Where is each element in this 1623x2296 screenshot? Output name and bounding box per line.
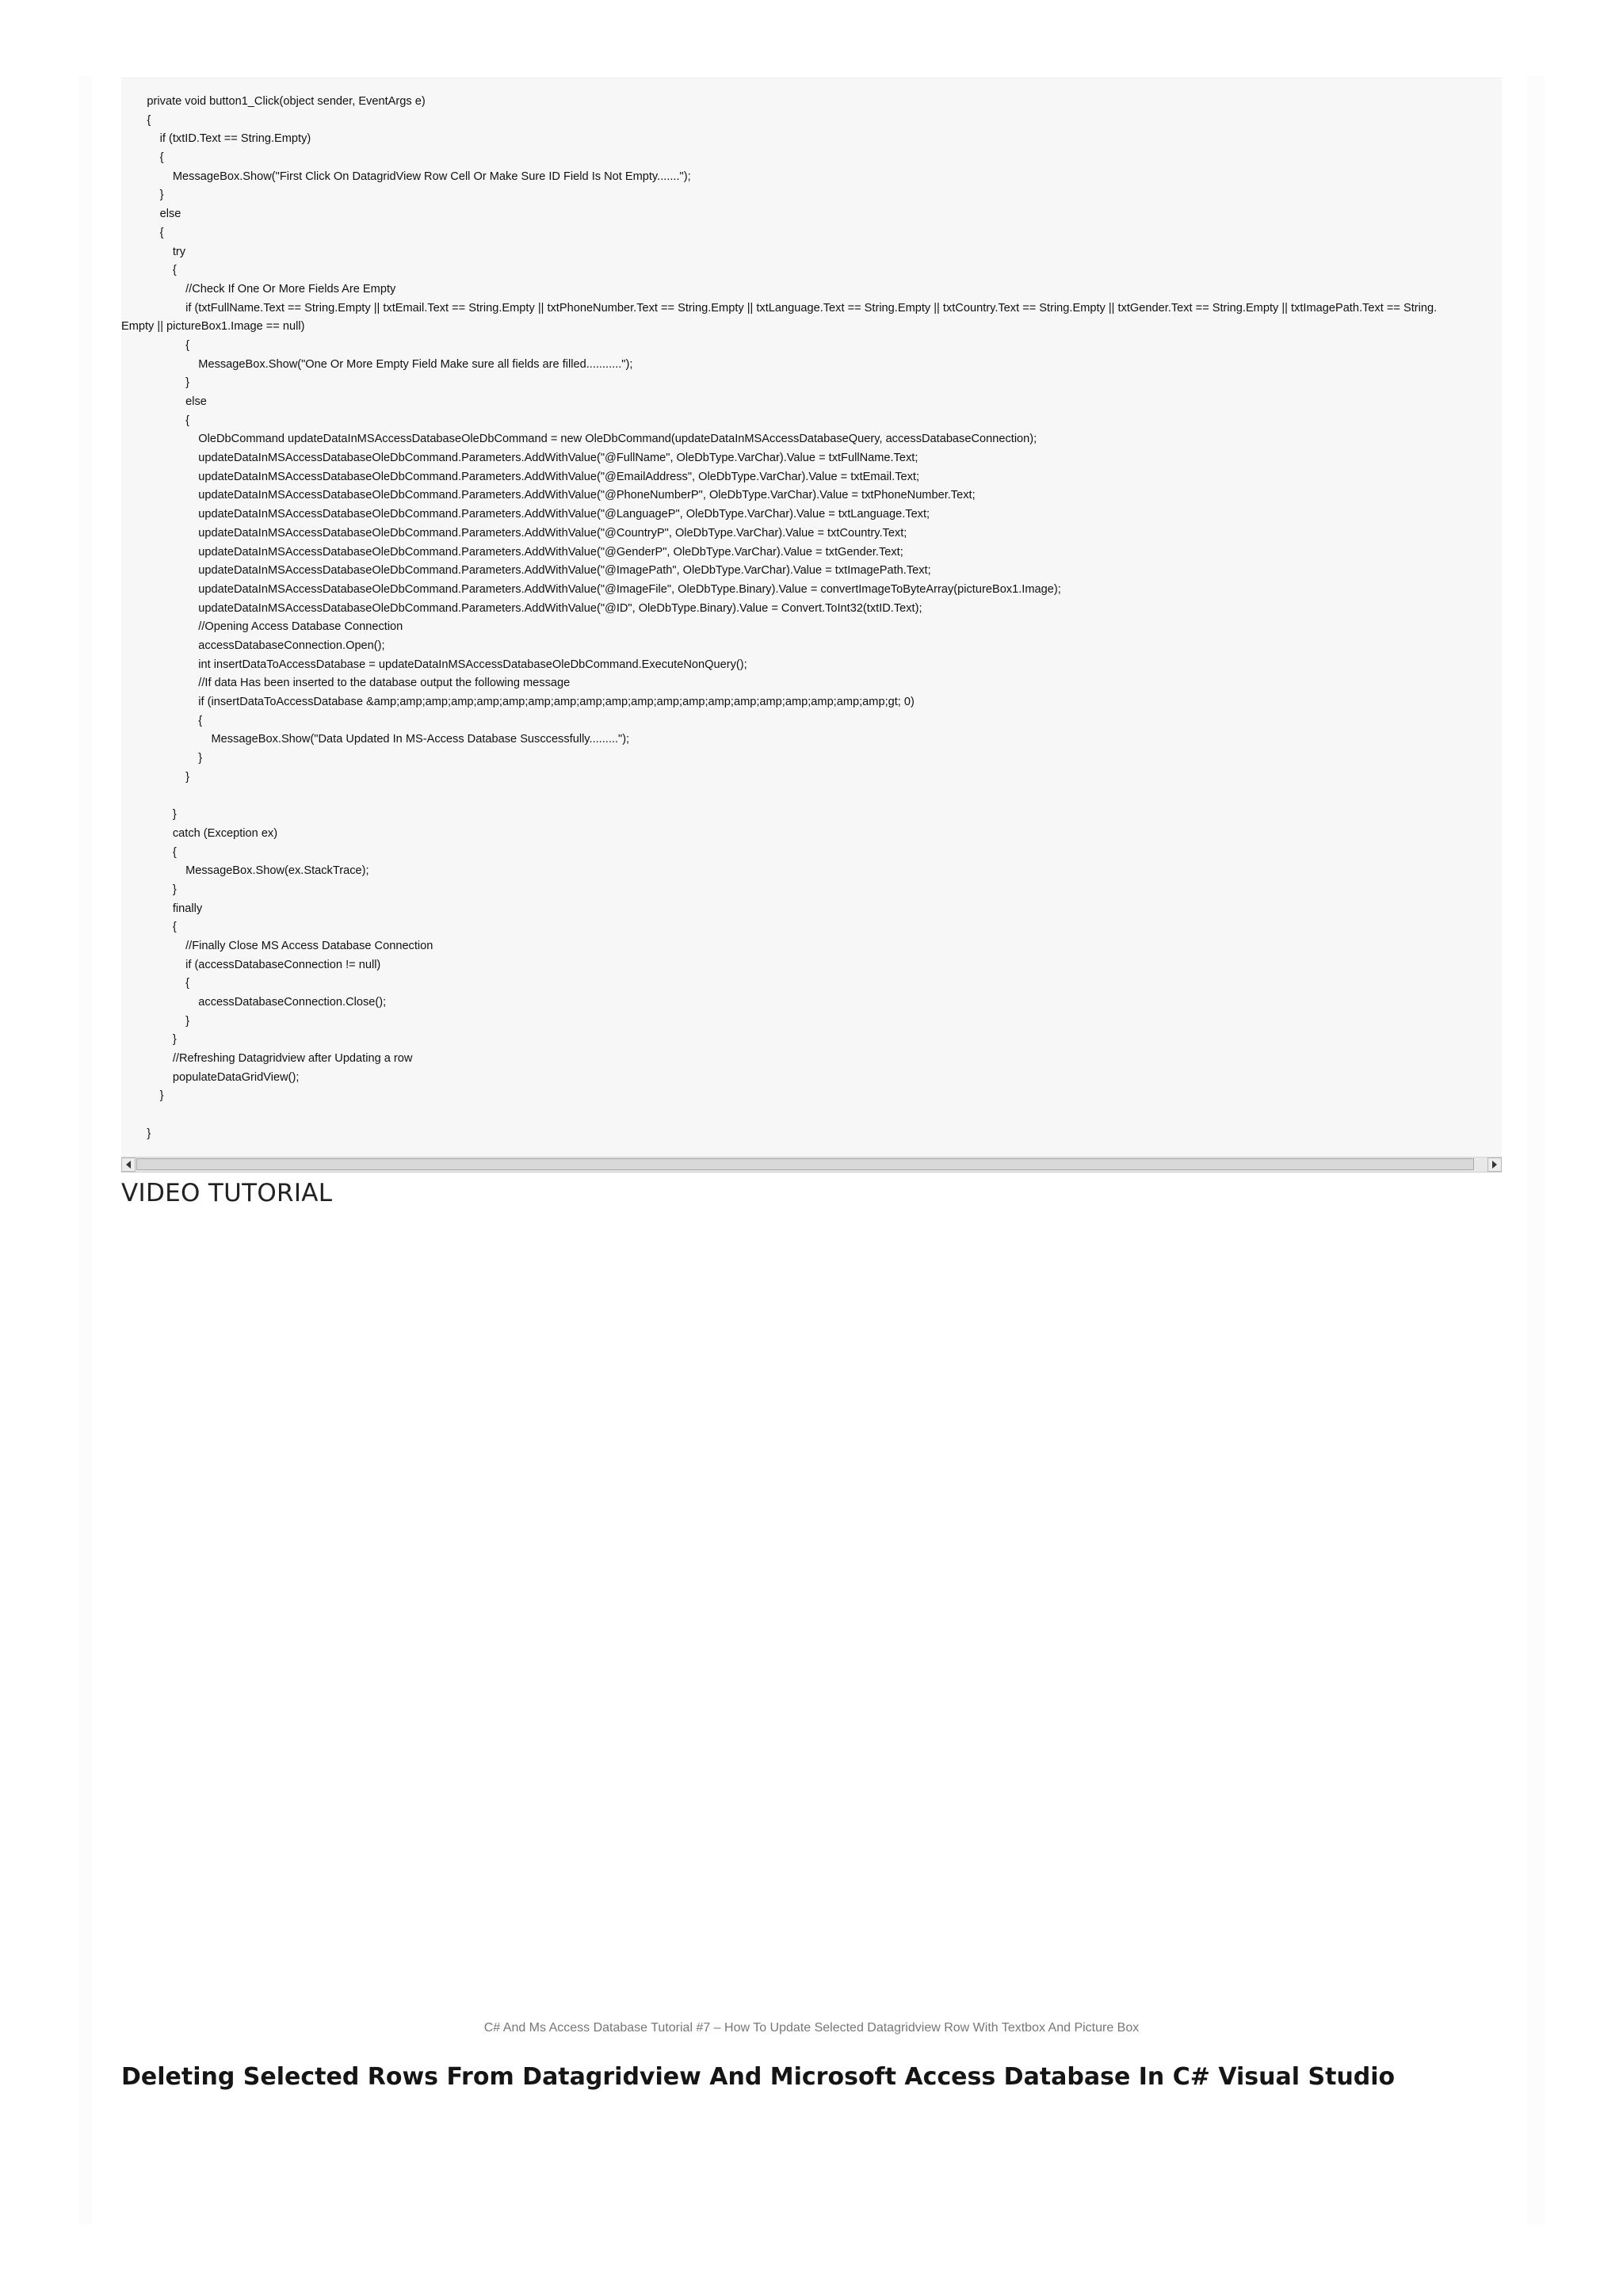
code-line: } xyxy=(121,1089,164,1103)
code-line: { xyxy=(121,338,189,352)
code-line: MessageBox.Show(ex.StackTrace); xyxy=(121,864,369,878)
code-line: { xyxy=(121,151,164,165)
video-tutorial-heading: VIDEO TUTORIAL xyxy=(121,1179,333,1207)
code-line: int insertDataToAccessDatabase = updateDataInMSAccessDatabaseOleDbCommand.ExecuteNonQuery(); xyxy=(121,658,747,671)
arrow-right-icon xyxy=(1492,1161,1497,1169)
code-line: { xyxy=(121,264,177,277)
code-line: populateDataGridView(); xyxy=(121,1070,300,1084)
code-line: MessageBox.Show("First Click On DatagridView Row Cell Or Make Sure ID Field Is Not Empty......."); xyxy=(121,170,691,183)
video-caption: C# And Ms Access Database Tutorial #7 – How To Update Selected Datagridview Row With Textbox And Picture Box xyxy=(483,2021,1140,2035)
code-line: updateDataInMSAccessDatabaseOleDbCommand.Parameters.AddWithValue("@LanguageP", OleDbType.VarChar).Value = txtLanguage.Text; xyxy=(121,508,930,521)
scroll-left-button[interactable] xyxy=(121,1158,136,1172)
section-title: Deleting Selected Rows From Datagridview And Microsoft Access Database In C# Visual Studio xyxy=(121,2063,1396,2091)
code-line: } xyxy=(121,376,189,390)
code-line: MessageBox.Show("One Or More Empty Field Make sure all fields are filled..........."); xyxy=(121,357,633,371)
code-block[interactable] xyxy=(121,78,1502,1158)
code-line: finally xyxy=(121,902,203,915)
code-line: { xyxy=(121,414,189,427)
code-line: if (insertDataToAccessDatabase &amp;amp;amp;amp;amp;amp;amp;amp;amp;amp;amp;amp;amp;amp;amp;amp;amp;amp;amp;amp;gt; 0) xyxy=(121,696,915,708)
code-line: if (txtID.Text == String.Empty) xyxy=(121,132,311,146)
code-line: updateDataInMSAccessDatabaseOleDbCommand.Parameters.AddWithValue("@EmailAddress", OleDbType.VarChar).Value = txtEmail.Text; xyxy=(121,470,920,483)
code-line: //If data Has been inserted to the database output the following message xyxy=(121,677,571,690)
code-line: { xyxy=(121,977,189,990)
code-line: updateDataInMSAccessDatabaseOleDbCommand.Parameters.AddWithValue("@FullName", OleDbType.VarChar).Value = txtFullName.Text; xyxy=(121,452,918,465)
code-line: updateDataInMSAccessDatabaseOleDbCommand.Parameters.AddWithValue("@GenderP", OleDbType.VarChar).Value = txtGender.Text; xyxy=(121,545,903,559)
code-line: accessDatabaseConnection.Close(); xyxy=(121,996,387,1009)
code-line: catch (Exception ex) xyxy=(121,826,278,840)
code-line: { xyxy=(121,113,151,127)
code-line: try xyxy=(121,245,186,258)
code-line: //Finally Close MS Access Database Connection xyxy=(121,939,433,952)
code-line: else xyxy=(121,395,207,408)
code-line: if (accessDatabaseConnection != null) xyxy=(121,958,381,971)
code-line: Empty || pictureBox1.Image == null) xyxy=(121,320,305,334)
arrow-left-icon xyxy=(126,1161,131,1169)
code-line: OleDbCommand updateDataInMSAccessDatabaseOleDbCommand = new OleDbCommand(updateDataInMSAccessDatabaseQuery, accessDatabaseConnection); xyxy=(121,433,1037,446)
code-line: updateDataInMSAccessDatabaseOleDbCommand.Parameters.AddWithValue("@ID", OleDbType.Binary).Value = Convert.ToInt32(txtID.Text); xyxy=(121,601,922,615)
code-line: } xyxy=(121,189,164,202)
scrollbar-thumb[interactable] xyxy=(136,1158,1474,1170)
code-line xyxy=(121,787,1502,806)
video-embed[interactable] xyxy=(121,1230,1502,1990)
code-line: //Refreshing Datagridview after Updating a row xyxy=(121,1052,413,1066)
code-line: } xyxy=(121,883,177,896)
code-line: updateDataInMSAccessDatabaseOleDbCommand.Parameters.AddWithValue("@ImageFile", OleDbType.Binary).Value = convertImageToByteArray(pictureBox1.Image); xyxy=(121,582,1061,596)
code-line: updateDataInMSAccessDatabaseOleDbCommand.Parameters.AddWithValue("@ImagePath", OleDbType.VarChar).Value = txtImagePath.Text; xyxy=(121,564,931,578)
code-line: else xyxy=(121,208,181,221)
code-line: //Opening Access Database Connection xyxy=(121,620,403,634)
scroll-right-button[interactable] xyxy=(1487,1158,1502,1172)
code-line: } xyxy=(121,1127,151,1140)
code-line: private void button1_Click(object sender, EventArgs e) xyxy=(121,95,426,108)
code-line: { xyxy=(121,921,177,934)
code-line: } xyxy=(121,808,177,822)
code-line: accessDatabaseConnection.Open(); xyxy=(121,639,385,652)
code-line: { xyxy=(121,226,164,239)
code-line: } xyxy=(121,752,203,765)
code-line: updateDataInMSAccessDatabaseOleDbCommand.Parameters.AddWithValue("@CountryP", OleDbType.VarChar).Value = txtCountry.Text; xyxy=(121,526,907,540)
code-line: { xyxy=(121,845,177,859)
code-line: MessageBox.Show("Data Updated In MS-Access Database Susccessfully........."); xyxy=(121,733,630,746)
horizontal-scrollbar[interactable] xyxy=(121,1157,1502,1173)
code-line: } xyxy=(121,1014,189,1028)
code-line: { xyxy=(121,714,203,727)
code-line xyxy=(121,1106,1502,1125)
code-line: } xyxy=(121,1033,177,1047)
code-text xyxy=(121,78,1502,1144)
code-line: //Check If One Or More Fields Are Empty xyxy=(121,282,396,296)
code-line: } xyxy=(121,770,189,784)
code-line: updateDataInMSAccessDatabaseOleDbCommand.Parameters.AddWithValue("@PhoneNumberP", OleDbType.VarChar).Value = txtPhoneNumber.Text; xyxy=(121,489,976,502)
code-line: if (txtFullName.Text == String.Empty || txtEmail.Text == String.Empty || txtPhoneNumber.Text == String.Empty || txtLanguage.Text == String.Empty || txtCountry.Text == String.Empty || txtGender.Text == String.Empty || txtImagePath.Text == String. xyxy=(121,301,1438,315)
